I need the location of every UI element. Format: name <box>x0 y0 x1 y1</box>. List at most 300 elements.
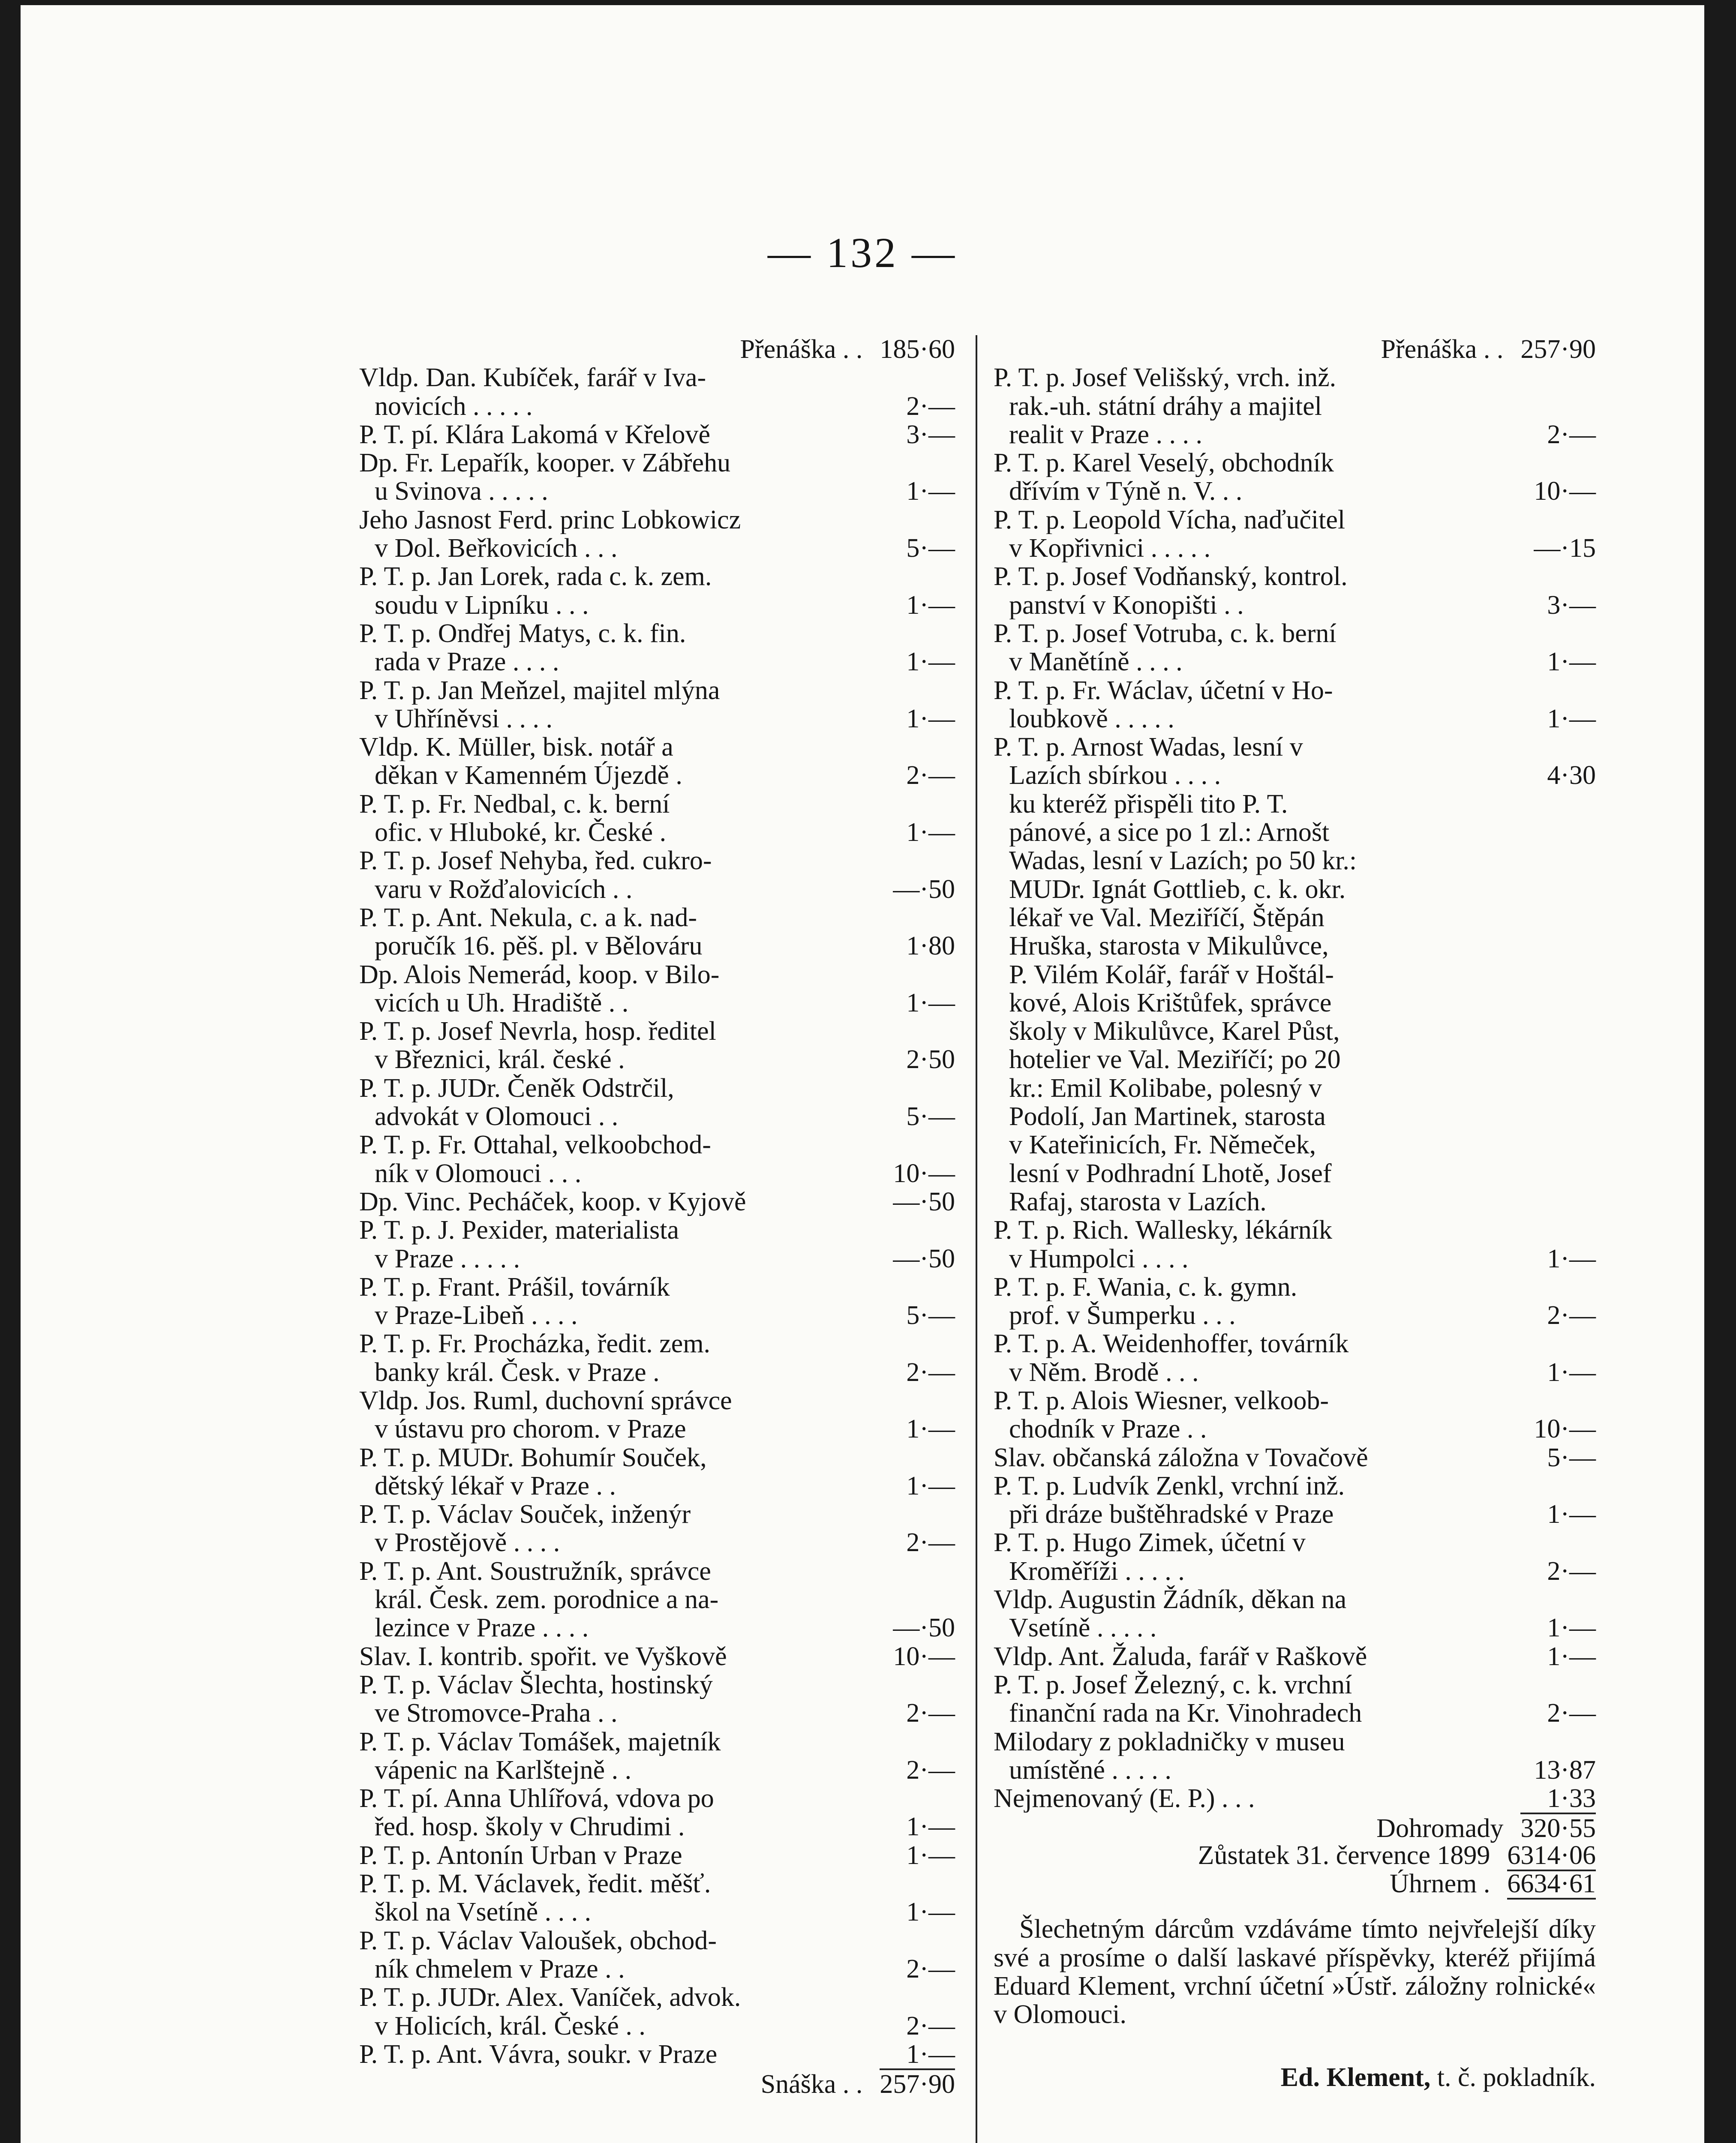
left-carry-in <box>359 335 955 363</box>
donor-line <box>359 932 955 960</box>
donor-text: vápenic na Karlštejně . . <box>375 1756 632 1785</box>
donor-line <box>994 1017 1596 1045</box>
donor-text: rada v Praze . . . . <box>375 648 559 676</box>
donor-text: Vldp. Dan. Kubíček, farář v Iva- <box>359 363 706 392</box>
carry-out-amount: 257·90 <box>880 2068 955 2098</box>
column-divider <box>976 335 977 2143</box>
donor-line <box>359 1728 955 1756</box>
donor-line <box>994 1074 1596 1102</box>
closing-text: Šlechetným dárcům vzdáváme tímto nejvřelejší díky své a prosíme o další laskavé příspěvky, kteréž přijímá Eduard Klement, vrchní účetní »Ústř. záložny rolnické« v Olomouci. <box>994 1915 1596 2029</box>
donor-text: banky král. Česk. v Praze . <box>375 1358 660 1387</box>
donor-line <box>994 1500 1596 1528</box>
carry-in-amount: 185·60 <box>880 335 955 364</box>
donor-amount: 5·— <box>1547 1443 1596 1472</box>
donor-text: P. T. p. Jan Meňzel, majitel mlýna <box>359 676 720 705</box>
donor-text: v Dol. Beřkovicích . . . <box>375 534 618 563</box>
donor-line <box>359 875 955 903</box>
donor-text: lékař ve Val. Meziříčí, Štěpán <box>1009 903 1325 932</box>
donor-line <box>359 733 955 761</box>
donor-text: P. T. p. Karel Veselý, obchodník <box>994 449 1334 477</box>
total-label: Dohromady <box>1376 1814 1504 1843</box>
donor-text: Nejmenovaný (E. P.) . . . <box>994 1784 1255 1813</box>
donor-text: poručík 16. pěš. pl. v Bělováru <box>375 932 703 960</box>
total-row-balance <box>994 1841 1596 1870</box>
donor-line <box>359 477 955 505</box>
donor-line <box>994 1159 1596 1188</box>
donor-line <box>359 1642 955 1671</box>
donor-amount: 2·— <box>906 1755 955 1785</box>
donor-line <box>994 1102 1596 1131</box>
donor-line <box>359 818 955 846</box>
donor-text: ku kteréž přispěli tito P. T. <box>1009 789 1288 819</box>
donor-amount: 10·— <box>893 1642 955 1671</box>
signature-name: Ed. Klement, <box>1280 2063 1431 2092</box>
donor-text: P. T. p. Fr. Nedbal, c. k. berní <box>359 789 670 819</box>
donor-text: Kroměříži . . . . . <box>1009 1557 1185 1586</box>
carry-in-label: Přenáška . . <box>740 335 863 364</box>
donor-line <box>359 363 955 392</box>
donor-line <box>359 1756 955 1784</box>
donor-text: Vsetíně . . . . . <box>1009 1614 1157 1642</box>
donor-text: P. T. pí. Klára Lakomá v Křelově <box>359 420 710 449</box>
donor-text: rak.-uh. státní dráhy a majitel <box>1009 392 1322 420</box>
donor-text: P. T. p. Fr. Procházka, ředit. zem. <box>359 1330 711 1358</box>
donor-line <box>359 1245 955 1273</box>
donor-text: Dp. Vinc. Pecháček, koop. v Kyjově <box>359 1187 746 1216</box>
donor-text: Wadas, lesní v Lazích; po 50 kr.: <box>1009 846 1357 875</box>
donor-line <box>994 1528 1596 1557</box>
donor-amount: 1·— <box>1547 1357 1596 1387</box>
donor-line <box>994 1671 1596 1699</box>
donor-text: P. T. p. JUDr. Alex. Vaníček, advok. <box>359 1983 741 2012</box>
donor-line <box>359 1585 955 1614</box>
donor-line <box>359 1870 955 1898</box>
donor-text: lezince v Praze . . . . <box>375 1614 589 1642</box>
total-row-grand <box>994 1870 1596 1898</box>
donor-text: P. T. pí. Anna Uhlířová, vdova po <box>359 1784 714 1813</box>
donor-line <box>359 1671 955 1699</box>
donor-line <box>994 1614 1596 1642</box>
donor-text: Milodary z pokladničky v museu <box>994 1727 1345 1756</box>
donor-text: prof. v Šumperku . . . <box>1009 1301 1236 1330</box>
donor-line <box>994 960 1596 989</box>
donor-line <box>359 1841 955 1870</box>
donor-line <box>994 420 1596 449</box>
donor-line <box>359 1983 955 2011</box>
donor-amount: 1·33 <box>1547 1784 1596 1813</box>
donor-text: Hruška, starosta v Mikulůvce, <box>1009 932 1329 960</box>
total-amount: 320·55 <box>1520 1813 1596 1843</box>
donor-text: P. T. p. Josef Velišský, vrch. inž. <box>994 363 1337 392</box>
donor-amount: —·50 <box>893 1244 955 1273</box>
donor-line <box>359 846 955 875</box>
donor-line <box>359 676 955 705</box>
donor-text: P. T. p. Josef Votruba, c. k. berní <box>994 619 1337 648</box>
donor-line <box>359 506 955 534</box>
donor-text: v Prostějově . . . . <box>375 1528 560 1557</box>
donor-text: Slav. občanská záložna v Tovačově <box>994 1443 1368 1472</box>
donor-amount: 1·80 <box>906 931 955 961</box>
donor-text: Slav. I. kontrib. spořit. ve Vyškově <box>359 1642 727 1671</box>
donor-amount: 2·— <box>906 1528 955 1558</box>
donor-text: P. T. p. Arnost Wadas, lesní v <box>994 733 1303 762</box>
donor-line <box>994 1245 1596 1273</box>
donor-text: P. T. p. F. Wania, c. k. gymn. <box>994 1273 1297 1302</box>
left-carry-out <box>359 2068 955 2097</box>
donor-line <box>359 1387 955 1415</box>
donor-text: P. T. p. A. Weidenhoffer, továrník <box>994 1330 1349 1358</box>
donor-line <box>359 420 955 449</box>
donor-amount: 1·— <box>1547 647 1596 677</box>
donor-amount: 1·— <box>906 1414 955 1444</box>
donor-text: král. Česk. zem. porodnice a na- <box>375 1585 719 1614</box>
carry-in-label: Přenáška . . <box>1381 335 1504 364</box>
donor-line <box>994 1358 1596 1387</box>
donor-text: P. T. p. Frant. Prášil, továrník <box>359 1273 670 1302</box>
donor-text: P. T. p. Fr. Wáclav, účetní v Ho- <box>994 676 1333 705</box>
donor-line <box>359 1216 955 1244</box>
donor-amount: 1·— <box>906 2039 955 2069</box>
donor-line <box>994 477 1596 505</box>
donor-amount: 1·— <box>1547 704 1596 733</box>
donor-line <box>359 1415 955 1443</box>
donor-line <box>359 1614 955 1642</box>
donor-amount: —·50 <box>893 1613 955 1643</box>
donor-line <box>359 1472 955 1500</box>
donor-line <box>359 1074 955 1102</box>
donor-line <box>994 1273 1596 1301</box>
donor-line <box>994 1728 1596 1756</box>
donor-amount: 10·— <box>893 1159 955 1188</box>
donor-line <box>994 392 1596 420</box>
donor-text: řed. hosp. školy v Chrudimi . <box>375 1813 685 1841</box>
donor-amount: 2·— <box>906 391 955 421</box>
donor-line <box>359 1330 955 1358</box>
donor-amount: 4·30 <box>1547 761 1596 790</box>
donor-text: P. T. p. J. Pexider, materialista <box>359 1216 679 1245</box>
donor-amount: 1·— <box>906 477 955 506</box>
donor-line <box>359 648 955 676</box>
donor-amount: 1·— <box>906 818 955 847</box>
donor-text: P. T. p. Josef Nehyba, řed. cukro- <box>359 846 712 875</box>
donor-text: Lazích sbírkou . . . . <box>1009 761 1221 790</box>
donor-text: Rafaj, starosta v Lazích. <box>1009 1187 1267 1216</box>
donor-amount: 5·— <box>906 534 955 563</box>
closing-block <box>994 1898 1596 2069</box>
donor-line <box>359 1927 955 1955</box>
donor-amount: 1·— <box>1547 1642 1596 1671</box>
donor-line <box>359 1102 955 1131</box>
donor-text: finanční rada na Kr. Vinohradech <box>1009 1699 1362 1728</box>
donor-line <box>994 534 1596 562</box>
donor-text: v ústavu pro chorom. v Praze <box>375 1415 686 1444</box>
donor-line <box>359 449 955 477</box>
donor-amount: 2·— <box>906 1699 955 1728</box>
donor-text: v Praze-Libeň . . . . <box>375 1301 578 1330</box>
donor-text: v Kopřivnici . . . . . <box>1009 534 1211 563</box>
donor-line <box>994 818 1596 846</box>
donor-line <box>359 2012 955 2040</box>
total-label: Úhrnem . <box>1390 1870 1490 1898</box>
donor-line <box>359 619 955 648</box>
donor-amount: 2·— <box>1547 420 1596 449</box>
donor-text: školy v Mikulůvce, Karel Půst, <box>1009 1017 1340 1046</box>
donor-amount: 5·— <box>906 1102 955 1132</box>
donor-line <box>994 1330 1596 1358</box>
donor-line <box>359 1813 955 1841</box>
donor-text: P. T. p. Ant. Soustružník, správce <box>359 1557 711 1586</box>
donor-text: P. T. p. Ondřej Matys, c. k. fin. <box>359 619 686 648</box>
donor-amount: —·50 <box>893 1187 955 1216</box>
donor-amount: 2·— <box>906 761 955 790</box>
left-donor-list <box>359 363 955 2068</box>
donor-line <box>359 591 955 619</box>
donor-line <box>994 790 1596 818</box>
donor-text: lesní v Podhradní Lhotě, Josef <box>1009 1159 1332 1188</box>
donor-text: v Uhříněvsi . . . . <box>375 704 553 733</box>
donor-amount: 1·— <box>906 1840 955 1870</box>
total-amount: 6314·06 <box>1507 1841 1596 1871</box>
donor-amount: 5·— <box>906 1301 955 1330</box>
donor-line <box>994 1045 1596 1074</box>
donor-amount: 1·— <box>906 704 955 733</box>
carry-out-label: Snáška . . <box>760 2070 863 2099</box>
donor-amount: 2·— <box>906 1954 955 1984</box>
donor-line <box>359 761 955 789</box>
donor-line <box>994 705 1596 733</box>
donor-text: ofic. v Hluboké, kr. České . <box>375 818 667 847</box>
donor-line <box>359 562 955 591</box>
donor-line <box>994 1188 1596 1216</box>
donor-line <box>994 619 1596 648</box>
donor-amount: 1·— <box>906 1812 955 1842</box>
donor-text: MUDr. Ignát Gottlieb, c. k. okr. <box>1009 875 1346 903</box>
donor-amount: 1·— <box>1547 1500 1596 1529</box>
donor-line <box>359 960 955 989</box>
donor-text: novicích . . . . . <box>375 392 533 420</box>
donor-amount: 13·87 <box>1534 1755 1596 1785</box>
donor-line <box>994 1642 1596 1671</box>
donor-line <box>994 506 1596 534</box>
donor-line <box>359 1500 955 1528</box>
donor-line <box>359 989 955 1017</box>
donor-line <box>994 1472 1596 1500</box>
donor-text: v Humpolci . . . . <box>1009 1244 1189 1273</box>
donor-line <box>359 1159 955 1188</box>
donor-amount: —·15 <box>1534 534 1596 563</box>
donor-line <box>359 1699 955 1727</box>
donor-text: P. T. p. JUDr. Čeněk Odstrčil, <box>359 1074 674 1103</box>
donor-text: hotelier ve Val. Meziříčí; po 20 <box>1009 1045 1341 1074</box>
donor-amount: 3·— <box>1547 590 1596 620</box>
donor-text: P. T. p. Ant. Nekula, c. a k. nad- <box>359 903 697 932</box>
donor-line <box>994 1444 1596 1472</box>
donor-amount: 2·50 <box>906 1045 955 1075</box>
donor-line <box>994 1784 1596 1813</box>
donor-text: umístěné . . . . . <box>1009 1756 1171 1785</box>
donor-amount: 3·— <box>906 420 955 449</box>
donor-amount: 10·— <box>1534 477 1596 506</box>
donor-line <box>359 1301 955 1330</box>
donor-text: P. T. p. Václav Tomášek, majetník <box>359 1727 721 1756</box>
donor-amount: 2·— <box>1547 1556 1596 1586</box>
donor-line <box>994 1699 1596 1727</box>
donor-text: P. T. p. M. Václavek, ředit. měšť. <box>359 1870 711 1898</box>
donor-text: škol na Vsetíně . . . . <box>375 1898 592 1927</box>
left-column <box>359 335 955 2097</box>
donor-line <box>359 1131 955 1159</box>
donor-text: P. T. p. Fr. Ottahal, velkoobchod- <box>359 1131 711 1159</box>
donor-text: kové, Alois Krištůfek, správce <box>1009 988 1332 1017</box>
donor-text: P. Vilém Kolář, farář v Hoštál- <box>1009 960 1334 989</box>
donor-text: P. T. p. Ant. Vávra, soukr. v Praze <box>359 2040 718 2069</box>
donor-line <box>994 676 1596 705</box>
donor-text: P. T. p. Antonín Urban v Praze <box>359 1841 682 1870</box>
right-donor-list <box>994 363 1596 1813</box>
donor-line <box>359 1444 955 1472</box>
donor-line <box>994 733 1596 761</box>
donor-text: u Svinova . . . . . <box>375 477 548 506</box>
donor-line <box>994 903 1596 932</box>
donor-amount: 1·— <box>906 590 955 620</box>
donor-text: varu v Rožďalovicích . . <box>375 875 633 903</box>
donor-line <box>359 1017 955 1045</box>
donor-text: Vldp. Ant. Žaluda, farář v Raškově <box>994 1642 1367 1671</box>
donor-amount: 2·— <box>906 1357 955 1387</box>
donor-line <box>994 1756 1596 1784</box>
donor-line <box>359 534 955 562</box>
donor-line <box>994 989 1596 1017</box>
donor-line <box>359 705 955 733</box>
donor-line <box>994 846 1596 875</box>
right-column <box>994 335 1596 2092</box>
total-label: Zůstatek 31. července 1899 <box>1198 1841 1490 1870</box>
donor-amount: 1·— <box>1547 1613 1596 1643</box>
donor-line <box>994 1131 1596 1159</box>
donor-line <box>994 1415 1596 1443</box>
signature <box>994 2063 1596 2092</box>
donor-text: P. T. p. Rich. Wallesky, lékárník <box>994 1216 1333 1245</box>
donor-line <box>994 1216 1596 1244</box>
page-number: — 132 — <box>768 229 957 276</box>
donor-text: v Holicích, král. České . . <box>375 2011 646 2040</box>
donor-amount: 1·— <box>1547 1244 1596 1273</box>
donor-text: P. T. p. Leopold Vícha, naďučitel <box>994 505 1346 534</box>
donor-amount: 1·— <box>906 647 955 677</box>
donor-text: Podolí, Jan Martinek, starosta <box>1009 1102 1326 1131</box>
donor-text: při dráze buštěhradské v Praze <box>1009 1500 1334 1529</box>
donor-text: pánové, a sice po 1 zl.: Arnošt <box>1009 818 1330 847</box>
donor-text: soudu v Lipníku . . . <box>375 591 589 619</box>
donor-text: ník v Olomouci . . . <box>375 1159 582 1188</box>
donor-amount: —·50 <box>893 874 955 904</box>
donor-text: panství v Konopišti . . <box>1009 591 1244 619</box>
total-row-sum <box>994 1813 1596 1841</box>
donor-amount: 1·— <box>906 1897 955 1927</box>
donor-text: ník chmelem v Praze . . <box>375 1954 625 1984</box>
donor-text: v Březnici, král. české . <box>375 1045 625 1074</box>
donor-text: Jeho Jasnost Ferd. princ Lobkowicz <box>359 505 741 534</box>
donor-text: Dp. Fr. Lepařík, kooper. v Zábřehu <box>359 449 731 477</box>
donor-text: Vldp. Augustin Žádník, děkan na <box>994 1585 1347 1614</box>
donor-text: Dp. Alois Nemerád, koop. v Bilo- <box>359 960 720 989</box>
donor-line <box>359 1188 955 1216</box>
donor-line <box>994 932 1596 960</box>
donor-text: dřívím v Týně n. V. . . <box>1009 477 1243 506</box>
donor-line <box>359 1528 955 1557</box>
donor-text: P. T. p. Hugo Zimek, účetní v <box>994 1528 1306 1557</box>
donor-text: P. T. p. Josef Vodňanský, kontrol. <box>994 562 1348 591</box>
donor-text: dětský lékař v Praze . . <box>375 1471 616 1501</box>
donor-amount: 10·— <box>1534 1414 1596 1444</box>
carry-in-amount: 257·90 <box>1520 335 1596 364</box>
donor-line <box>994 648 1596 676</box>
donor-text: v Něm. Brodě . . . <box>1009 1358 1199 1387</box>
donor-line <box>359 1898 955 1926</box>
donor-line <box>994 1387 1596 1415</box>
donor-text: vicích u Uh. Hradiště . . <box>375 988 629 1017</box>
signature-title: t. č. pokladník. <box>1437 2063 1596 2092</box>
donor-text: P. T. p. Alois Wiesner, velkoob- <box>994 1386 1329 1415</box>
donor-text: děkan v Kamenném Újezdě . <box>375 761 682 790</box>
donor-line <box>994 363 1596 392</box>
donor-line <box>994 449 1596 477</box>
donor-text: v Praze . . . . . <box>375 1244 520 1273</box>
donor-line <box>359 2040 955 2068</box>
donor-line <box>994 591 1596 619</box>
donor-text: P. T. p. Jan Lorek, rada c. k. zem. <box>359 562 712 591</box>
donor-line <box>359 1358 955 1387</box>
donor-line <box>994 1557 1596 1585</box>
donor-text: ve Stromovce-Praha . . <box>375 1699 618 1728</box>
donor-text: P. T. p. Josef Nevrla, hosp. ředitel <box>359 1017 716 1046</box>
donor-line <box>359 1955 955 1983</box>
donor-amount: 2·— <box>1547 1301 1596 1330</box>
donor-line <box>359 790 955 818</box>
donor-text: advokát v Olomouci . . <box>375 1102 619 1131</box>
donor-line <box>359 1784 955 1813</box>
donor-text: P. T. p. MUDr. Bohumír Souček, <box>359 1443 707 1472</box>
donor-line <box>994 1301 1596 1330</box>
donor-text: Vldp. K. Müller, bisk. notář a <box>359 733 673 762</box>
donor-amount: 2·— <box>1547 1699 1596 1728</box>
donor-line <box>994 761 1596 789</box>
donor-text: P. T. p. Josef Železný, c. k. vrchní <box>994 1670 1352 1699</box>
donor-text: P. T. p. Ludvík Zenkl, vrchní inž. <box>994 1471 1345 1501</box>
donor-amount: 2·— <box>906 2011 955 2041</box>
total-amount: 6634·61 <box>1507 1870 1596 1900</box>
donor-line <box>359 903 955 932</box>
donor-amount: 1·— <box>906 1471 955 1501</box>
donor-line <box>994 875 1596 903</box>
donor-text: P. T. p. Václav Šlechta, hostinský <box>359 1670 713 1699</box>
donor-text: realit v Praze . . . . <box>1009 420 1203 449</box>
right-carry-in <box>994 335 1596 363</box>
page <box>21 5 1704 2143</box>
donor-amount: 1·— <box>906 988 955 1017</box>
donor-line <box>359 1273 955 1301</box>
donor-text: v Manětíně . . . . <box>1009 648 1183 676</box>
donor-line <box>359 1557 955 1585</box>
donor-text: chodník v Praze . . <box>1009 1415 1207 1444</box>
donor-text: v Kateřinicích, Fr. Němeček, <box>1009 1131 1316 1159</box>
donor-line <box>994 562 1596 591</box>
donor-line <box>994 1585 1596 1614</box>
donor-text: P. T. p. Václav Valoušek, obchod- <box>359 1926 717 1955</box>
donor-text: kr.: Emil Kolibabe, polesný v <box>1009 1074 1322 1103</box>
donor-line <box>359 392 955 420</box>
donor-text: loubkově . . . . . <box>1009 704 1174 733</box>
